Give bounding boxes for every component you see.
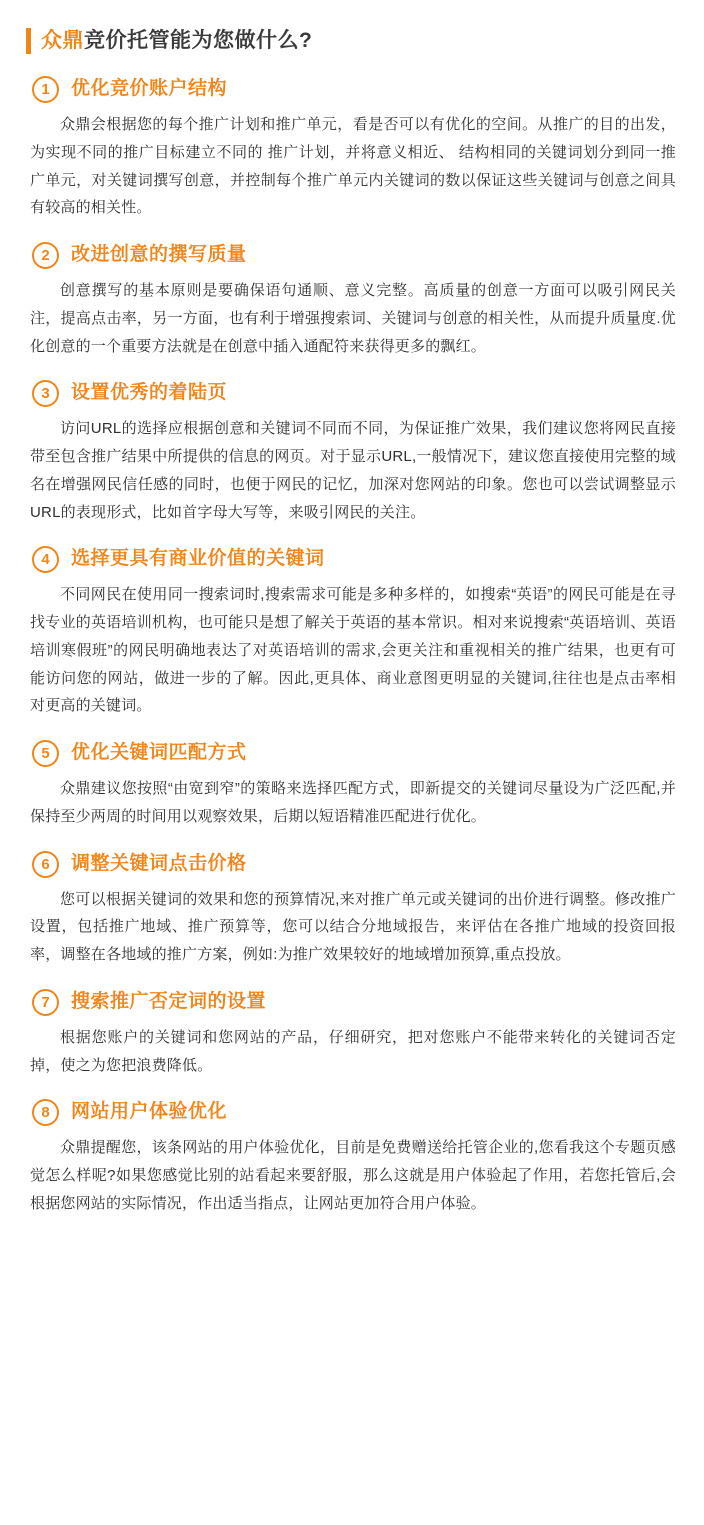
section-8-header — [22, 1099, 682, 1126]
section-5-title: 优化关键词匹配方式 — [71, 742, 247, 764]
section-5-header — [22, 740, 682, 767]
section-2 — [22, 242, 682, 360]
section-6-number: 6 — [32, 851, 59, 878]
section-6-title: 调整关键词点击价格 — [71, 852, 247, 874]
section-1 — [22, 76, 682, 222]
section-7-title: 搜索推广否定词的设置 — [71, 990, 267, 1012]
section-3 — [22, 380, 682, 526]
section-7-number: 7 — [32, 989, 59, 1016]
section-8 — [22, 1099, 682, 1217]
page-title — [41, 28, 312, 53]
section-7-body: 根据您账户的关键词和您网站的产品，仔细研究，把对您账户不能带来转化的关键词否定掉，使之为您把浪费降低。 — [30, 1028, 676, 1074]
section-7 — [22, 989, 682, 1080]
section-1-body: 众鼎会根据您的每个推广计划和推广单元，看是否可以有优化的空间。从推广的目的出发，为实现不同的推广目标建立不同的 推广计划，并将意义相近、 结构相同的关键词划分到同一推广单元，对关键词撰写创意，并控制每个推广单元内关键词的数以保证这些关键词与创意之间具有较高的相关性。 — [30, 116, 676, 217]
section-3-title: 设置优秀的着陆页 — [71, 382, 228, 404]
section-8-body: 众鼎提醒您，该条网站的用户体验优化，目前是免费赠送给托管企业的,您看我这个专题页感觉怎么样呢?如果您感觉比别的站看起来要舒服，那么这就是用户体验起了作用，若您托管后,会根据您网站的实际情况，作出适当指点，让网站更加符合用户体验。 — [30, 1139, 676, 1212]
section-2-header — [22, 242, 682, 269]
section-3-body: 访问URL的选择应根据创意和关键词不同而不同，为保证推广效果，我们建议您将网民直接带至包含推广结果中所提供的信息的网页。对于显示URL,一般情况下，建议您直接使用完整的域名在增强网民信任感的同时，也便于网民的记忆，加深对您网站的印象。您也可以尝试调整显示URL的表现形式，比如首字母大写等，来吸引网民的关注。 — [30, 420, 676, 521]
section-5-body: 众鼎建议您按照“由宽到窄”的策略来选择匹配方式，即新提交的关键词尽量设为广泛匹配,并保持至少两周的时间用以观察效果，后期以短语精准匹配进行优化。 — [30, 780, 676, 825]
section-5 — [22, 740, 682, 831]
section-2-title: 改进创意的撰写质量 — [71, 244, 247, 266]
section-6 — [22, 851, 682, 969]
section-5-number: 5 — [32, 740, 59, 767]
page-title-rest: 竞价托管能为您做什么? — [84, 29, 313, 53]
page-header — [26, 28, 682, 54]
section-4 — [22, 546, 682, 720]
section-3-number: 3 — [32, 380, 59, 407]
section-1-header — [22, 76, 682, 103]
section-6-body: 您可以根据关键词的效果和您的预算情况,来对推广单元或关键词的出价进行调整。修改推广设置，包括推广地域、推广预算等，您可以结合分地域报告，来评估在各推广地域的投资回报率，调整在各地域的推广方案，例如:为推广效果较好的地域增加预算,重点投放。 — [30, 890, 676, 963]
section-4-number: 4 — [32, 546, 59, 573]
header-accent-bar — [26, 28, 31, 54]
section-2-number: 2 — [32, 242, 59, 269]
brand-name: 众鼎 — [41, 29, 84, 53]
section-3-header — [22, 380, 682, 407]
section-4-header — [22, 546, 682, 573]
section-4-body: 不同网民在使用同一搜索词时,搜索需求可能是多种多样的，如搜索“英语”的网民可能是在寻找专业的英语培训机构，也可能只是想了解关于英语的基本常识。相对来说搜索“英语培训、英语培训寒假班”的网民明确地表达了对英语培训的需求,会更关注和重视相关的推广结果，也更有可能访问您的网站，做进一步的了解。因此,更具体、商业意图更明显的关键词,往往也是点击率相对更高的关键词。 — [30, 586, 676, 715]
section-8-title: 网站用户体验优化 — [71, 1101, 228, 1123]
section-6-header — [22, 851, 682, 878]
section-4-title: 选择更具有商业价值的关键词 — [71, 548, 325, 570]
section-1-number: 1 — [32, 76, 59, 103]
section-7-header — [22, 989, 682, 1016]
section-8-number: 8 — [32, 1099, 59, 1126]
section-2-body: 创意撰写的基本原则是要确保语句通顺、意义完整。高质量的创意一方面可以吸引网民关注，提高点击率，另一方面，也有利于增强搜索词、关键词与创意的相关性，从而提升质量度.优化创意的一个重要方法就是在创意中插入通配符来获得更多的飘红。 — [30, 282, 676, 355]
section-1-title: 优化竞价账户结构 — [71, 78, 228, 100]
